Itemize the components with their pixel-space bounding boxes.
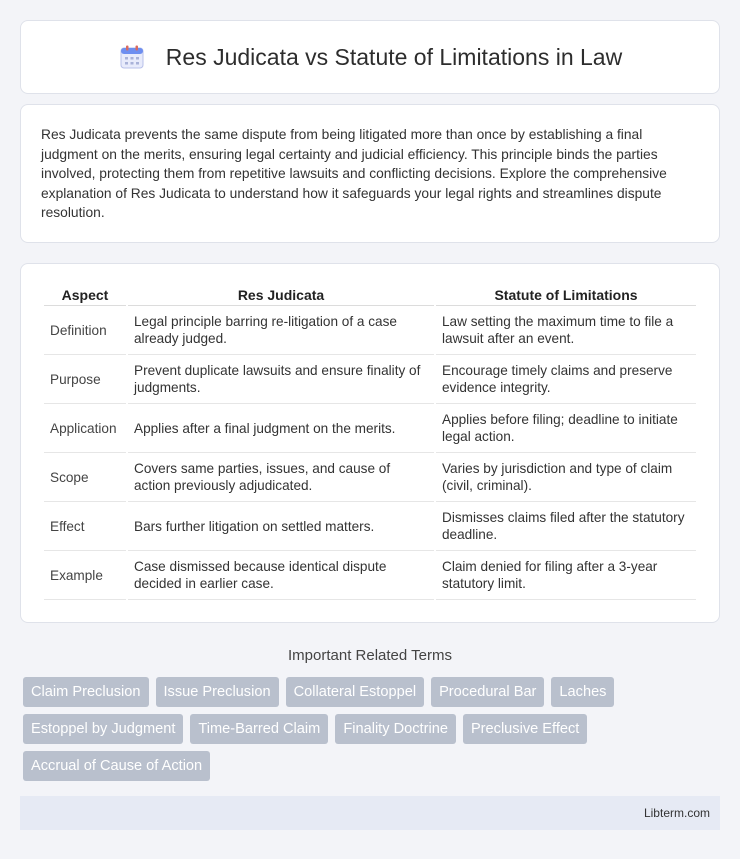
related-term-tag[interactable]: Estoppel by Judgment [23, 714, 183, 744]
related-term-tag[interactable]: Collateral Estoppel [286, 677, 425, 707]
table-cell-aspect: Effect [44, 502, 126, 551]
table-cell-aspect: Application [44, 404, 126, 453]
table-cell-res-judicata: Covers same parties, issues, and cause of action previously adjudicated. [128, 453, 434, 502]
table-cell-res-judicata: Applies after a final judgment on the merits. [128, 404, 434, 453]
table-row [44, 551, 696, 600]
related-terms-list [20, 677, 720, 781]
table-cell-statute: Law setting the maximum time to file a lawsuit after an event. [436, 306, 696, 355]
column-header-res-judicata: Res Judicata [128, 283, 434, 306]
comparison-table-card [20, 263, 720, 623]
intro-paragraph: Res Judicata prevents the same dispute from being litigated more than once by establishing a final judgment on the merits, ensuring legal certainty and judicial efficiency. This principle binds the parties involved, protecting them from repetitive lawsuits and conflicting decisions. Explore the comprehensive explanation of Res Judicata to understand how it safeguards your legal rights and streamlines dispute resolution. [20, 104, 720, 243]
table-cell-res-judicata: Prevent duplicate lawsuits and ensure finality of judgments. [128, 355, 434, 404]
related-terms-title: Important Related Terms [288, 647, 452, 664]
table-row [44, 306, 696, 355]
table-cell-aspect: Purpose [44, 355, 126, 404]
table-cell-statute: Claim denied for filing after a 3-year statutory limit. [436, 551, 696, 600]
column-header-aspect: Aspect [44, 283, 126, 306]
related-term-tag[interactable]: Finality Doctrine [335, 714, 456, 744]
related-term-tag[interactable]: Laches [551, 677, 614, 707]
related-term-tag[interactable]: Preclusive Effect [463, 714, 587, 744]
table-cell-statute: Dismisses claims filed after the statutory deadline. [436, 502, 696, 551]
page-header [20, 20, 720, 94]
calendar-icon [118, 43, 146, 71]
table-row [44, 355, 696, 404]
table-row [44, 502, 696, 551]
table-cell-statute: Applies before filing; deadline to initiate legal action. [436, 404, 696, 453]
related-term-tag[interactable]: Issue Preclusion [156, 677, 279, 707]
table-cell-res-judicata: Case dismissed because identical dispute decided in earlier case. [128, 551, 434, 600]
table-cell-aspect: Example [44, 551, 126, 600]
page-title: Res Judicata vs Statute of Limitations in Law [165, 43, 623, 70]
table-row [44, 453, 696, 502]
table-cell-aspect: Scope [44, 453, 126, 502]
table-row [44, 404, 696, 453]
column-header-statute-of-limitations: Statute of Limitations [436, 283, 696, 306]
page-footer [20, 796, 720, 830]
table-cell-statute: Varies by jurisdiction and type of claim (civil, criminal). [436, 453, 696, 502]
table-cell-statute: Encourage timely claims and preserve evidence integrity. [436, 355, 696, 404]
related-term-tag[interactable]: Time-Barred Claim [190, 714, 328, 744]
related-term-tag[interactable]: Accrual of Cause of Action [23, 751, 210, 781]
table-cell-aspect: Definition [44, 306, 126, 355]
comparison-table [42, 283, 698, 600]
table-cell-res-judicata: Bars further litigation on settled matters. [128, 502, 434, 551]
related-term-tag[interactable]: Procedural Bar [431, 677, 544, 707]
footer-site-link[interactable]: Libterm.com [643, 806, 710, 820]
table-header-row [44, 283, 696, 306]
related-term-tag[interactable]: Claim Preclusion [23, 677, 149, 707]
table-cell-res-judicata: Legal principle barring re-litigation of a case already judged. [128, 306, 434, 355]
